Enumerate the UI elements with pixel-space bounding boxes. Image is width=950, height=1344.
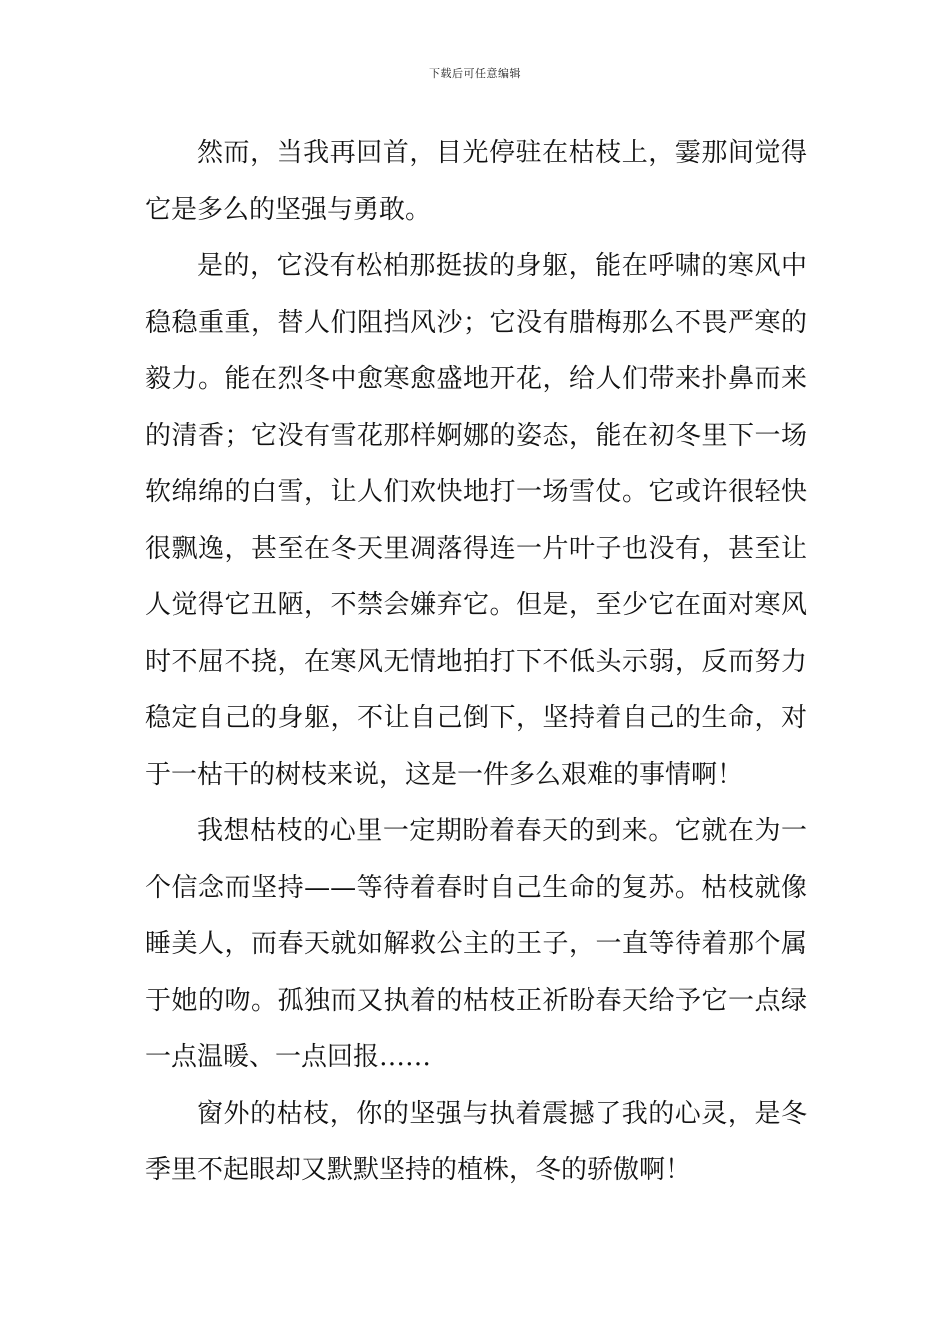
paragraph-line: 个信念而坚持——等待着春时自己生命的复苏。枯枝就像 — [145, 873, 807, 903]
paragraph-line: 人觉得它丑陋，不禁会嫌弃它。但是，至少它在面对寒风 — [145, 590, 807, 620]
paragraph-line: 一点温暖、一点回报…… — [145, 1042, 432, 1072]
paragraph-line: 窗外的枯枝，你的坚强与执着震撼了我的心灵，是冬 — [197, 1099, 807, 1129]
paragraph-line: 软绵绵的白雪，让人们欢快地打一场雪仗。它或许很轻快 — [145, 477, 807, 507]
paragraph-line: 我想枯枝的心里一定期盼着春天的到来。它就在为一 — [197, 816, 807, 846]
paragraph-line: 稳稳重重，替人们阻挡风沙；它没有腊梅那么不畏严寒的 — [145, 308, 807, 338]
paragraph-line: 然而，当我再回首，目光停驻在枯枝上，霎那间觉得 — [197, 138, 807, 168]
paragraph-line: 稳定自己的身躯，不让自己倒下，坚持着自己的生命，对 — [145, 703, 807, 733]
paragraph-line: 的清香；它没有雪花那样婀娜的姿态，能在初冬里下一场 — [145, 421, 807, 451]
paragraph-line: 时不屈不挠，在寒风无情地拍打下不低头示弱，反而努力 — [145, 647, 807, 677]
paragraph-line: 很飘逸，甚至在冬天里凋落得连一片叶子也没有，甚至让 — [145, 534, 807, 564]
paragraph-line: 睡美人，而春天就如解救公主的王子，一直等待着那个属 — [145, 929, 807, 959]
paragraph-line: 毅力。能在烈冬中愈寒愈盛地开花，给人们带来扑鼻而来 — [145, 364, 807, 394]
paragraph-line: 于一枯干的树枝来说，这是一件多么艰难的事情啊！ — [145, 760, 744, 790]
paragraph-line: 季里不起眼却又默默坚持的植株，冬的骄傲啊！ — [145, 1155, 692, 1185]
paragraph-line: 它是多么的坚强与勇敢。 — [145, 195, 432, 225]
paragraph-line: 于她的吻。孤独而又执着的枯枝正祈盼春天给予它一点绿 — [145, 986, 807, 1016]
paragraph-line: 是的，它没有松柏那挺拔的身躯，能在呼啸的寒风中 — [197, 251, 807, 281]
page-header: 下载后可任意编辑 — [429, 67, 521, 80]
